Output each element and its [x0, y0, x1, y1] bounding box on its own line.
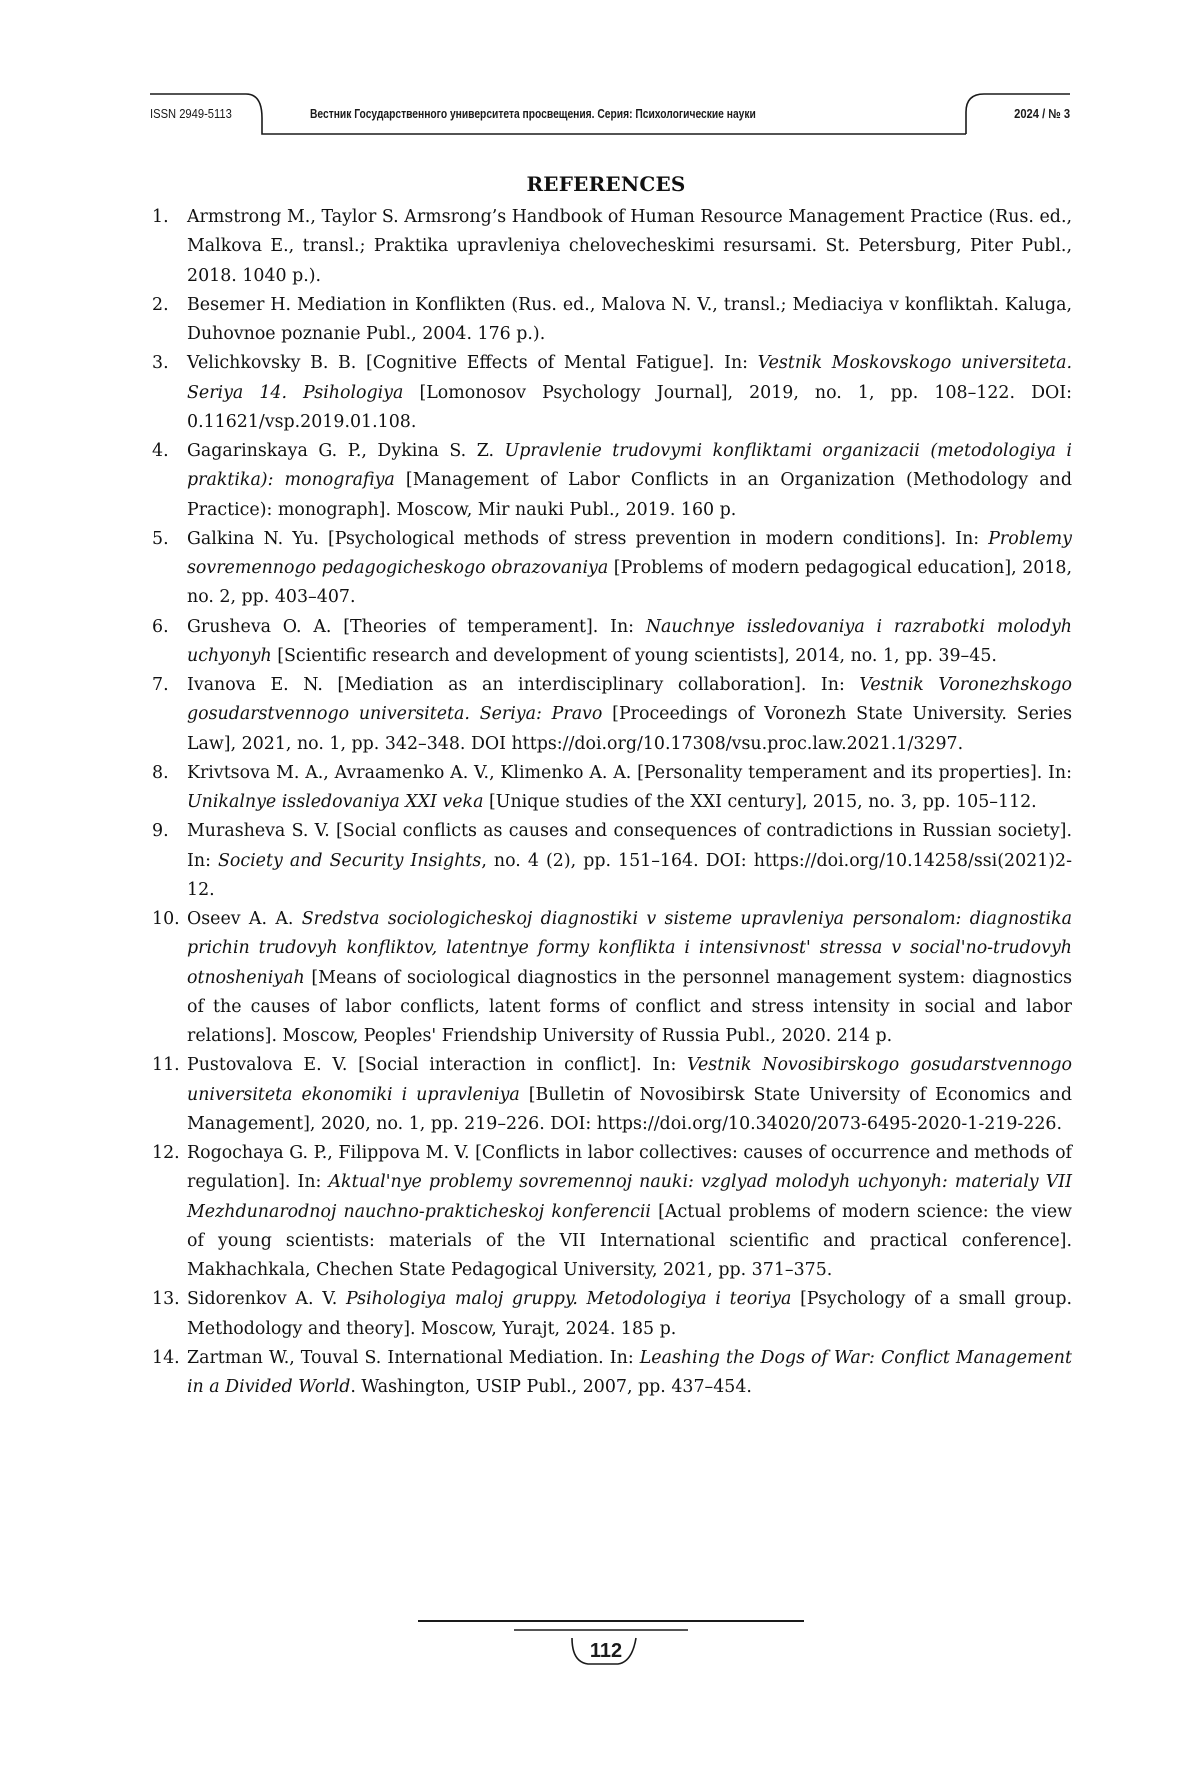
- year-issue: 2024 / № 3: [1014, 106, 1070, 121]
- running-header: [150, 90, 1070, 140]
- reference-text: [187, 207, 1072, 286]
- reference-source-title: Aktual'nye problemy sovremennoj nauki: vzglyad molodyh uchyonyh: materialy VII Mezhdunarodnoj nauchno-prakticheskoj konferencii: [187, 1172, 1072, 1222]
- reference-text: [187, 441, 1072, 520]
- reference-number: 12.: [152, 1143, 180, 1163]
- reference-segment: [Psychology of a small group. Methodology and theory]. Moscow, Yurajt, 2024. 185 p.: [187, 1289, 1072, 1339]
- reference-segment: [Lomonosov Psychology Journal], 2019, no. 1, pp. 108–122. DOI: 0.11621/vsp.2019.01.108.: [187, 382, 1072, 432]
- reference-item: [152, 437, 1072, 525]
- reference-number: 10.: [152, 909, 180, 929]
- reference-source-title: Unikalnye issledovaniya XXI veka: [187, 792, 484, 812]
- reference-item: [152, 817, 1072, 905]
- reference-number: 5.: [152, 528, 169, 549]
- reference-text: [187, 529, 1072, 608]
- reference-number: 4.: [152, 441, 169, 461]
- reference-segment: [Proceedings of Voronezh State University. Series Law], 2021, no. 1, pp. 342–348. DOI https://doi.org/10.17308/vsu.proc.law.2021.1/3297.: [187, 704, 1072, 754]
- reference-source-title: Upravlenie trudovymi konfliktami organizacii (metodologiya i praktika): monografiya: [187, 441, 1072, 491]
- reference-segment: [Unique studies of the XXI century], 2015, no. 3, pp. 105–112.: [483, 792, 1037, 812]
- reference-number: 9.: [152, 821, 169, 842]
- reference-number: 1.: [152, 207, 169, 227]
- reference-text: [187, 675, 1072, 754]
- issn: ISSN 2949-5113: [150, 106, 232, 121]
- section-title: REFERENCES: [526, 172, 686, 196]
- journal-title: Вестник Государственного университета просвещения. Серия: Психологические науки: [310, 106, 756, 121]
- reference-text: [187, 1348, 1072, 1397]
- reference-segment: Ivanova E. N. [Mediation as an interdisciplinary collaboration]. In:: [187, 675, 860, 695]
- reference-segment: [Actual problems of modern science: the view of young scientists: materials of the VII International scientific and practical conference]. Makhachkala, Chechen State Pedagogical University, 2021, pp. 371–375.: [187, 1201, 1072, 1280]
- reference-source-title: Vestnik Voronezhskogo gosudarstvennogo universiteta. Seriya: Pravo: [187, 675, 1072, 725]
- reference-number: 14.: [152, 1347, 180, 1368]
- reference-number: 2.: [152, 294, 169, 315]
- reference-text: [187, 617, 1072, 666]
- reference-segment: Armstrong M., Taylor S. Armsrong’s Handbook of Human Resource Management Practice (Rus. ed., Malkova E., transl.; Praktika upravleniya chelovecheskimi resursami. St. Petersburg, Piter Publ., 2018. 1040 p.).: [187, 207, 1072, 286]
- reference-number: 7.: [152, 675, 169, 695]
- reference-number: 6.: [152, 616, 169, 637]
- reference-item: [152, 291, 1072, 350]
- reference-item: [152, 525, 1072, 613]
- reference-number: 13.: [152, 1289, 180, 1310]
- reference-segment: [Scientific research and development of young scientists], 2014, no. 1, pp. 39–45.: [271, 645, 997, 666]
- reference-list: [152, 203, 1072, 1402]
- reference-segment: Krivtsova M. A., Avraamenko A. V., Klimenko A. A. [Personality temperament and its properties]. In:: [187, 762, 1072, 783]
- reference-item: [152, 671, 1072, 759]
- reference-segment: Grusheva O. A. [Theories of temperament]. In:: [187, 616, 646, 637]
- page-number: 112: [589, 1640, 623, 1662]
- reference-source-title: Vestnik Moskovskogo universiteta. Seriya 14. Psihologiya: [187, 353, 1072, 403]
- reference-segment: [Problems of modern pedagogical education], 2018, no. 2, pp. 403–407.: [187, 558, 1072, 608]
- reference-number: 3.: [152, 353, 169, 374]
- reference-segment: [Bulletin of Novosibirsk State University of Economics and Management], 2020, no. 1, pp. 219–226. DOI: https://doi.org/10.34020/2073-6495-2020-1-219-226.: [187, 1084, 1072, 1134]
- reference-number: 8.: [152, 762, 169, 783]
- reference-text: [187, 763, 1072, 812]
- reference-item: [152, 613, 1072, 672]
- reference-segment: Oseev A. A.: [187, 909, 302, 929]
- reference-segment: , no. 4 (2), pp. 151–164. DOI: https://doi.org/10.14258/ssi(2021)2-12.: [187, 850, 1072, 900]
- reference-source-title: Vestnik Novosibirskogo gosudarstvennogo universiteta ekonomiki i upravleniya: [187, 1055, 1072, 1105]
- reference-item: [152, 1344, 1072, 1403]
- reference-item: [152, 203, 1072, 291]
- reference-segment: Sidorenkov A. V.: [187, 1289, 346, 1310]
- reference-item: [152, 1285, 1072, 1344]
- reference-segment: Rogochaya G. P., Filippova M. V. [Conflicts in labor collectives: causes of occurrence and methods of regulation]. In:: [187, 1143, 1072, 1193]
- reference-segment: Velichkovsky B. B. [Cognitive Effects of Mental Fatigue]. In:: [187, 353, 758, 374]
- reference-source-title: Nauchnye issledovaniya i razrabotki molodyh uchyonyh: [187, 616, 1072, 666]
- reference-segment: Gagarinskaya G. P., Dykina S. Z.: [187, 441, 505, 461]
- reference-text: [187, 295, 1072, 344]
- reference-number: 11.: [152, 1055, 180, 1076]
- reference-text: [187, 1055, 1072, 1134]
- reference-segment: [Means of sociological diagnostics in the personnel management system: diagnostics of the causes of labor conflicts, latent forms of conflict and stress intensity in social and labor relations]. Moscow, Peoples' Friendship University of Russia Publ., 2020. 214 p.: [187, 967, 1072, 1046]
- footer-rule: [418, 1620, 804, 1622]
- reference-source-title: Society and Security Insights: [218, 850, 482, 871]
- reference-segment: Murasheva S. V. [Social conflicts as causes and consequences of contradictions in Russian society]. In:: [187, 821, 1072, 871]
- reference-item: [152, 1139, 1072, 1285]
- reference-text: [187, 1143, 1072, 1280]
- reference-source-title: Problemy sovremennogo pedagogicheskogo obrazovaniya: [187, 528, 1072, 578]
- reference-source-title: Leashing the Dogs of War: Conflict Management in a Divided World: [187, 1347, 1072, 1397]
- reference-item: [152, 759, 1072, 818]
- reference-segment: . Washington, USIP Publ., 2007, pp. 437–454.: [350, 1377, 752, 1397]
- reference-segment: Zartman W., Touval S. International Mediation. In:: [187, 1347, 640, 1368]
- reference-item: [152, 905, 1072, 1051]
- reference-segment: [Management of Labor Conflicts in an Organization (Methodology and Practice): monograph]. Moscow, Mir nauki Publ., 2019. 160 p.: [187, 470, 1072, 520]
- reference-segment: Pustovalova E. V. [Social interaction in conflict]. In:: [187, 1055, 688, 1076]
- reference-source-title: Sredstva sociologicheskoj diagnostiki v sisteme upravleniya personalom: diagnostika prichin trudovyh konfliktov, latentnye formy konflikta i intensivnost' stressa v social'no-trudovyh otnosheniyah: [187, 909, 1072, 988]
- reference-item: [152, 349, 1072, 437]
- reference-segment: Galkina N. Yu. [Psychological methods of stress prevention in modern conditions]. In:: [187, 528, 989, 549]
- reference-text: [187, 1289, 1072, 1338]
- reference-source-title: Psihologiya maloj gruppy. Metodologiya i teoriya: [345, 1289, 792, 1310]
- reference-segment: Besemer H. Mediation in Konflikten (Rus. ed., Malova N. V., transl.; Mediaciya v konfliktah. Kaluga, Duhovnoe poznanie Publ., 2004. 176 p.).: [187, 294, 1072, 344]
- reference-text: [187, 821, 1072, 900]
- reference-text: [187, 909, 1072, 1046]
- reference-item: [152, 1051, 1072, 1139]
- reference-text: [187, 353, 1072, 432]
